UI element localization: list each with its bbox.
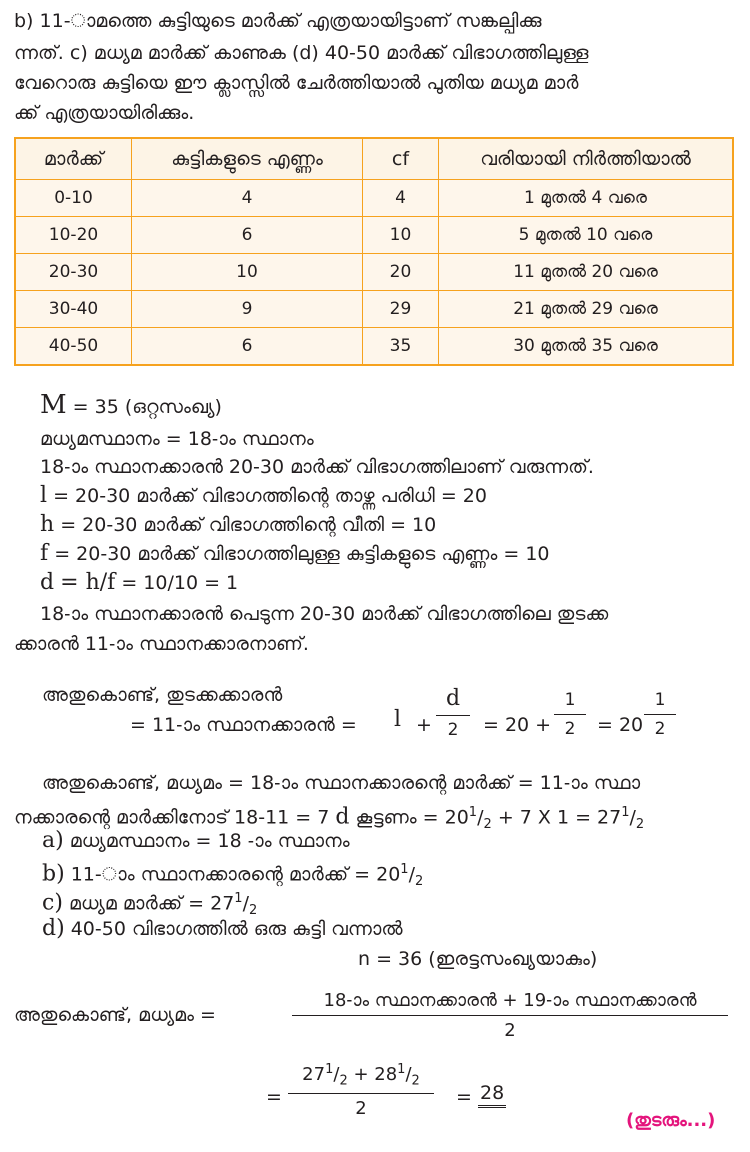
d-symbol: d [40, 570, 55, 595]
superscript-1: 1 [468, 805, 478, 820]
h-rest: = 20-30 മാർക്ക് വിഭാഗത്തിന്റെ വീതി = 10 [60, 514, 437, 536]
answer-c-text: മധ്യമ മാർക്ക് = 27 [68, 892, 235, 915]
superscript-1: 1 [234, 891, 243, 906]
intro-line-1: b) 11-ാമത്തെ കുട്ടിയുടെ മാർക്ക് എത്രയായിട്ടാണ് സങ്കല്പിക്കു [14, 10, 542, 32]
superscript-1: 1 [325, 1062, 334, 1077]
cell-marks: 40-50 [15, 328, 132, 366]
frac-half2-num: 1 [654, 690, 666, 710]
l-rest: = 20-30 മാർക്ക് വിഭാഗത്തിന്റെ താഴ്ന്ന പരിധി = 20 [53, 485, 487, 507]
m-rest: = 35 (ഒറ്റസംഖ്യ) [72, 396, 222, 418]
h-symbol: h [40, 512, 55, 537]
m-line [40, 390, 222, 422]
final-num: $27^1/_2 + 28^1/_2$ [302, 1062, 420, 1089]
intro-line-2: ന്നത്. c) മധ്യമ മാർക്ക് കാണുക (d) 40-50 മാർക്ക് വിഭാഗത്തിലുള്ള [14, 42, 589, 64]
subscript-2: 2 [414, 874, 424, 890]
subscript-2: 2 [411, 1073, 420, 1089]
median-line-2-d: d [335, 804, 350, 830]
cell-count: 4 [132, 180, 363, 217]
big-frac-num: 18-ാം സ്ഥാനക്കാരൻ + 19-ാം സ്ഥാനക്കാരൻ [323, 990, 697, 1011]
header-order: വരിയായി നിർത്തിയാൽ [439, 138, 734, 180]
table-row [15, 180, 733, 217]
continued-label: (തുടരും...) [626, 1110, 716, 1131]
big-frac-den: 2 [504, 1020, 516, 1041]
cell-cf: 35 [363, 328, 439, 366]
superscript-1: 1 [621, 805, 630, 820]
fraction-half-2 [644, 690, 676, 739]
eq-sign: = [266, 1086, 282, 1108]
l-line [40, 481, 487, 511]
f-line [40, 539, 550, 569]
big-fraction [292, 990, 728, 1041]
subscript-2: 2 [339, 1073, 348, 1089]
final-num-a: 27 [302, 1064, 326, 1085]
m-symbol: M [40, 390, 67, 420]
answer-d-text: 40-50 വിഭാഗത്തിൽ ഒരു കുട്ടി വന്നാൽ [70, 918, 403, 940]
cell-cf: 10 [363, 217, 439, 254]
superscript-1: 1 [400, 862, 409, 877]
d-line [40, 568, 238, 598]
cell-order: 11 മുതൽ 20 വരെ [439, 254, 734, 291]
intro-line-4: ക്ക് എത്രയായിരിക്കും. [14, 102, 195, 124]
first-note-line-2: ക്കാരൻ 11-ാം സ്ഥാനക്കാരനാണ്. [14, 633, 309, 655]
subscript-2: 2 [635, 817, 645, 833]
f-symbol: f [40, 541, 49, 566]
new-median-label: അതുകൊണ്ട്, മധ്യമം = [14, 1004, 216, 1026]
table-header-row [15, 138, 733, 180]
cell-count: 6 [132, 328, 363, 366]
answer-a [42, 826, 350, 856]
d-eq: = h/f [60, 570, 116, 595]
frac-half1-den: 2 [564, 719, 576, 739]
eq1-end: = 20 [597, 714, 644, 736]
answer-d-label: d) [42, 916, 65, 941]
cell-order: 1 മുതൽ 4 വരെ [439, 180, 734, 217]
intro-line-3: വേറൊരു കുട്ടിയെ ഈ ക്ലാസ്സിൽ ചേർത്തിയാൽ പുതിയ മധ്യമ മാർ [14, 72, 579, 94]
frequency-table [14, 137, 734, 366]
eq1-l: l [394, 707, 402, 732]
answer-c: c) മധ്യമ മാർക്ക് = $27^1/_2$ [42, 890, 258, 919]
frac-d-num: d [445, 686, 461, 711]
cell-marks: 20-30 [15, 254, 132, 291]
frac-half2-den: 2 [654, 719, 666, 739]
median-position: മധ്യമസ്ഥാനം = 18-ാം സ്ഥാനം [40, 428, 314, 450]
cell-cf: 29 [363, 291, 439, 328]
final-eq: = [456, 1086, 472, 1108]
subscript-2: 2 [483, 817, 492, 833]
frac-d-den: 2 [447, 720, 459, 740]
f-rest: = 20-30 മാർക്ക് വിഭാഗത്തിലുള്ള കുട്ടികളുടെ എണ്ണം = 10 [54, 543, 550, 565]
answer-b: b) 11-ാം സ്ഥാനക്കാരന്റെ മാർക്ക് = $20^1/_2$ [42, 861, 424, 890]
cell-order: 30 മുതൽ 35 വരെ [439, 328, 734, 366]
answer-b-text: 11-ാം സ്ഥാനക്കാരന്റെ മാർക്ക് = 20 [70, 863, 401, 886]
cell-count: 6 [132, 217, 363, 254]
fraction-half-1 [554, 690, 586, 739]
cell-marks: 0-10 [15, 180, 132, 217]
header-cf: cf [363, 138, 439, 180]
answer-b-label: b) [42, 861, 65, 887]
median-line-2-b: കൂട്ടണം = 20 [355, 806, 469, 829]
cell-order: 5 മുതൽ 10 വരെ [439, 217, 734, 254]
eq1-plus: + [416, 714, 432, 736]
superscript-1: 1 [397, 1062, 406, 1077]
header-count: കുട്ടികളുടെ എണ്ണം [132, 138, 363, 180]
answer-c-label: c) [42, 890, 63, 916]
fraction-d-over-2 [436, 686, 470, 740]
cell-cf: 20 [363, 254, 439, 291]
cell-marks: 10-20 [15, 217, 132, 254]
eq1-mid: = 20 + [483, 714, 552, 736]
final-answer: 28 [478, 1081, 506, 1108]
table-row [15, 217, 733, 254]
cell-marks: 30-40 [15, 291, 132, 328]
n-line: n = 36 (ഇരട്ടസംഖ്യയാകും) [358, 948, 598, 970]
cell-order: 21 മുതൽ 29 വരെ [439, 291, 734, 328]
cell-cf: 4 [363, 180, 439, 217]
cell-count: 9 [132, 291, 363, 328]
median-line-2-c: + 7 X 1 = 27 [497, 806, 622, 829]
median-line-1: അതുകൊണ്ട്, മധ്യമം = 18-ാം സ്ഥാനക്കാരന്റെ മാർക്ക് = 11-ാം സ്ഥാ [42, 772, 641, 794]
eq1-left: = 11-ാം സ്ഥാനക്കാരൻ = [130, 714, 357, 736]
h-line [40, 510, 436, 540]
median-line-2-a: നക്കാരന്റെ മാർക്കിനോട് 18-11 = 7 [14, 806, 330, 829]
answer-a-text: മധ്യമസ്ഥാനം = 18 -ാം സ്ഥാനം [69, 830, 350, 852]
final-num-b: + 28 [353, 1064, 398, 1085]
header-marks: മാർക്ക് [15, 138, 132, 180]
d-rest: = 10/10 = 1 [121, 572, 239, 594]
l-symbol: l [40, 483, 48, 508]
final-fraction [288, 1062, 434, 1119]
answer-a-label: a) [42, 828, 64, 853]
cell-count: 10 [132, 254, 363, 291]
answer-d [42, 914, 403, 944]
table-row [15, 254, 733, 291]
table-row [15, 328, 733, 366]
subscript-2: 2 [248, 903, 258, 919]
therefore-first: അതുകൊണ്ട്, തുടക്കക്കാരൻ [42, 684, 283, 706]
position-note: 18-ാം സ്ഥാനക്കാരൻ 20-30 മാർക്ക് വിഭാഗത്തിലാണ് വരുന്നത്. [40, 456, 594, 478]
frac-half1-num: 1 [564, 690, 576, 710]
table-row [15, 291, 733, 328]
first-note-line-1: 18-ാം സ്ഥാനക്കാരൻ പെടുന്ന 20-30 മാർക്ക് വിഭാഗത്തിലെ തുടക്ക [40, 603, 609, 625]
final-den: 2 [355, 1097, 367, 1119]
median-line-2: നക്കാരന്റെ മാർക്കിനോട് 18-11 = 7 d കൂട്ടണം = $20^1/_2 + 7$ X $1 = 27^1/_2$ [14, 804, 645, 833]
